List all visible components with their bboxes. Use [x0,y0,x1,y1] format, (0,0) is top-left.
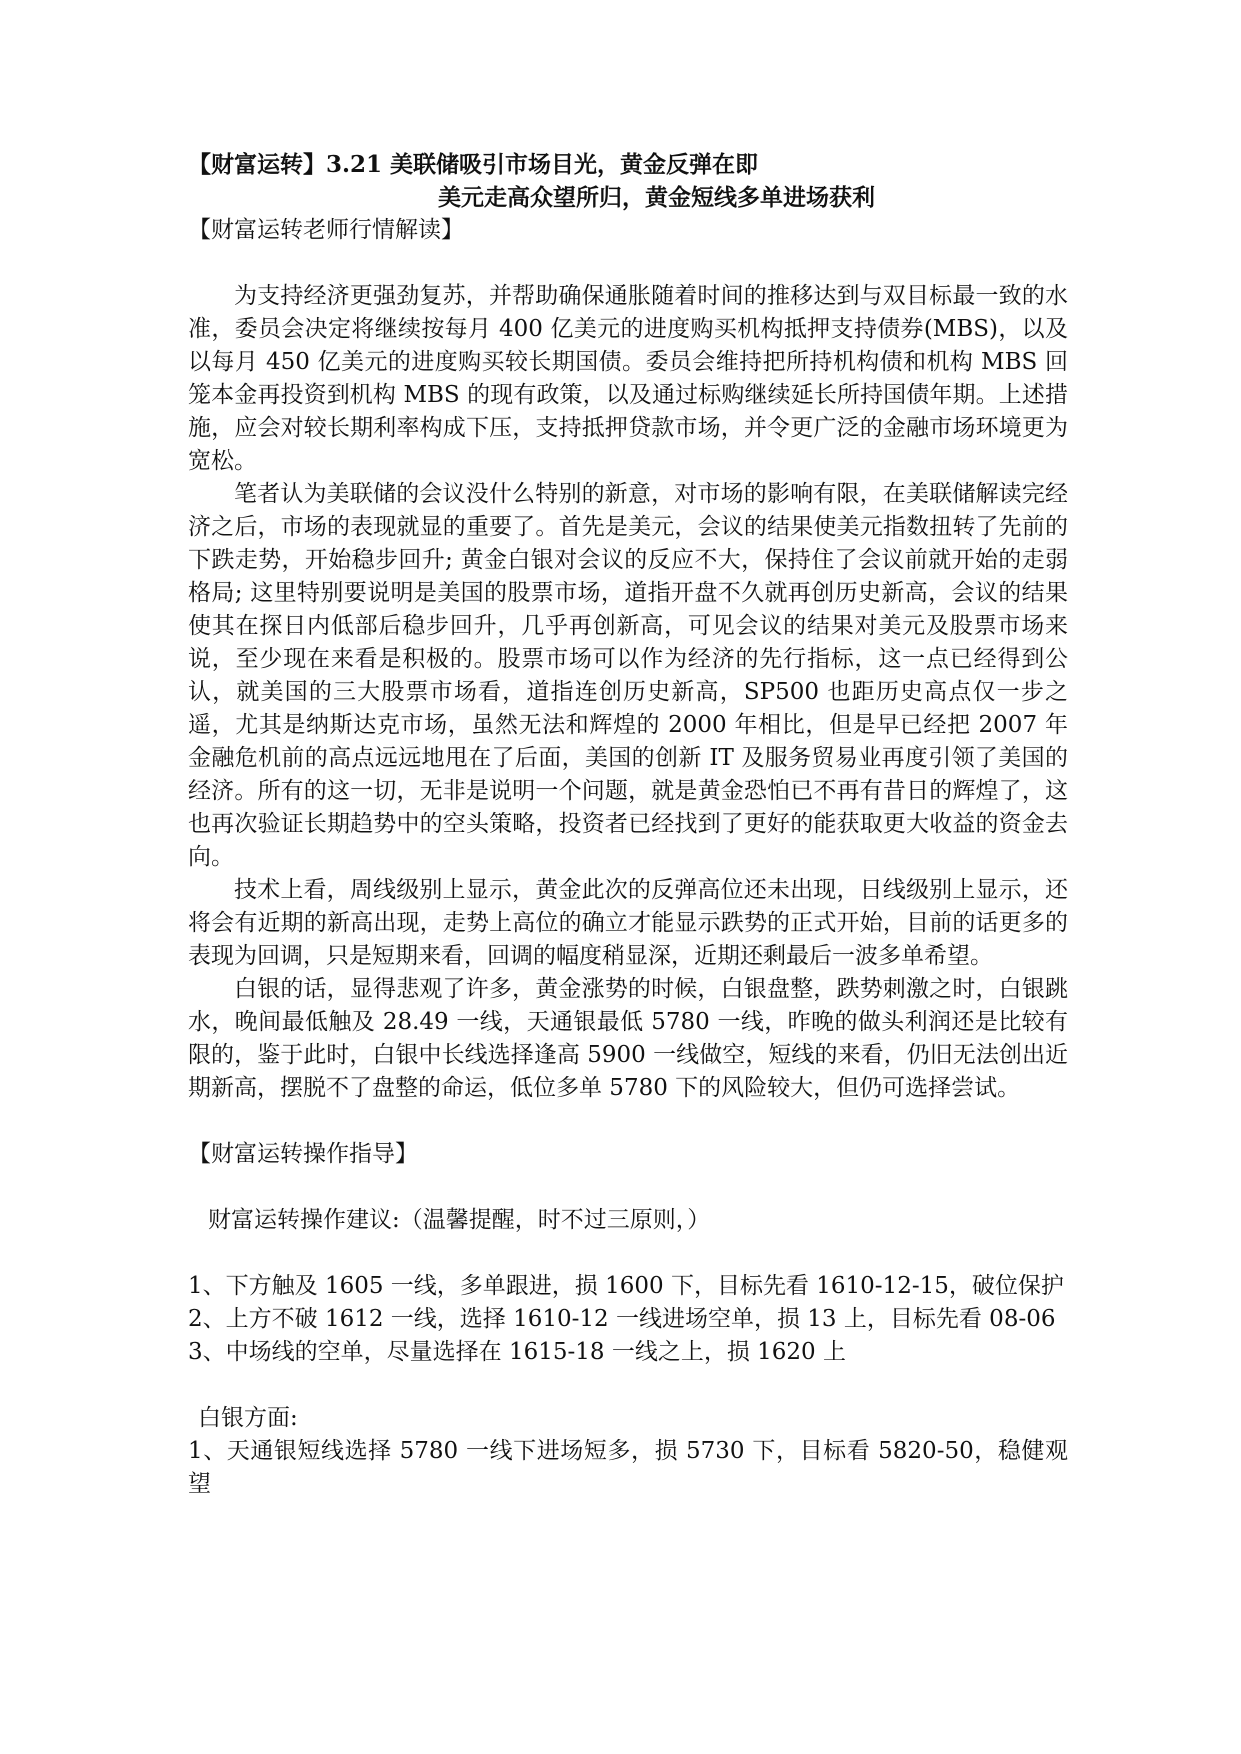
article-subtitle: 美元走高众望所归，黄金短线多单进场获利 [438,184,875,211]
paragraph-4: 白银的话，显得悲观了许多，黄金涨势的时候，白银盘整，跌势刺激之时，白银跳水，晚间最低触及 28.49 一线，天通银最低 5780 一线，昨晚的做头利润还是比较有限的，鉴于此时，白银中长线选择逢高 5900 一线做空，短线的来看，仍旧无法创出近期新高，摆脱不了盘整的命运，低位多单 5780 下的风险较大，但仍可选择尝试。 [188,976,1068,1101]
section-heading-guidance: 【财富运转操作指导】 [188,1141,418,1167]
gold-advice-item-2: 2、上方不破 1612 一线，选择 1610-12 一线进场空单，损 13 上，目标先看 08-06 [188,1306,1056,1332]
silver-heading: 白银方面: [198,1405,298,1431]
advice-intro: 财富运转操作建议:（温馨提醒，时不过三原则，） [208,1207,711,1233]
gold-advice-item-1: 1、下方触及 1605 一线，多单跟进，损 1600 下，目标先看 1610-12-15，破位保护 [188,1273,1064,1299]
document-page [188,148,1068,1501]
paragraph-1: 为支持经济更强劲复苏，并帮助确保通胀随着时间的推移达到与双目标最一致的水准，委员会决定将继续按每月 400 亿美元的进度购买机构抵押支持债券(MBS)，以及以每月 450 亿美元的进度购买较长期国债。委员会维持把所持机构债和机构 MBS 回笼本金再投资到机构 MBS 的现有政策，以及通过标购继续延长所持国债年期。上述措施，应会对较长期利率构成下压，支持抵押贷款市场，并令更广泛的金融市场环境更为宽松。 [188,283,1068,474]
article-title: 【财富运转】3.21 美联储吸引市场目光，黄金反弹在即 [188,151,759,178]
paragraph-3: 技术上看，周线级别上显示，黄金此次的反弹高位还未出现，日线级别上显示，还将会有近期的新高出现，走势上高位的确立才能显示跌势的正式开始，目前的话更多的表现为回调，只是短期来看，回调的幅度稍显深，近期还剩最后一波多单希望。 [188,877,1068,969]
section-heading-analysis: 【财富运转老师行情解读】 [188,217,464,243]
paragraph-2: 笔者认为美联储的会议没什么特别的新意，对市场的影响有限，在美联储解读完经济之后，市场的表现就显的重要了。首先是美元，会议的结果使美元指数扭转了先前的下跌走势，开始稳步回升; 黄金白银对会议的反应不大，保持住了会议前就开始的走弱格局; 这里特别要说明是美国的股票市场，道指开盘不久就再创历史新高，会议的结果使其在探日内低部后稳步回升，几乎再创新高，可见会议的结果对美元及股票市场来说，至少现在来看是积极的。股票市场可以作为经济的先行指标，这一点已经得到公认，就美国的三大股票市场看，道指连创历史新高，SP500 也距历史高点仅一步之遥，尤其是纳斯达克市场，虽然无法和辉煌的 2000 年相比，但是早已经把 2007 年金融危机前的高点远远地甩在了后面，美国的创新 IT 及服务贸易业再度引领了美国的经济。所有的这一切，无非是说明一个问题，就是黄金恐怕已不再有昔日的辉煌了，这也再次验证长期趋势中的空头策略，投资者已经找到了更好的能获取更大收益的资金去向。 [188,481,1068,870]
silver-advice-item-1: 1、天通银短线选择 5780 一线下进场短多，损 5730 下，目标看 5820-50，稳健观望 [188,1438,1068,1497]
gold-advice-item-3: 3、中场线的空单，尽量选择在 1615-18 一线之上，损 1620 上 [188,1339,846,1365]
